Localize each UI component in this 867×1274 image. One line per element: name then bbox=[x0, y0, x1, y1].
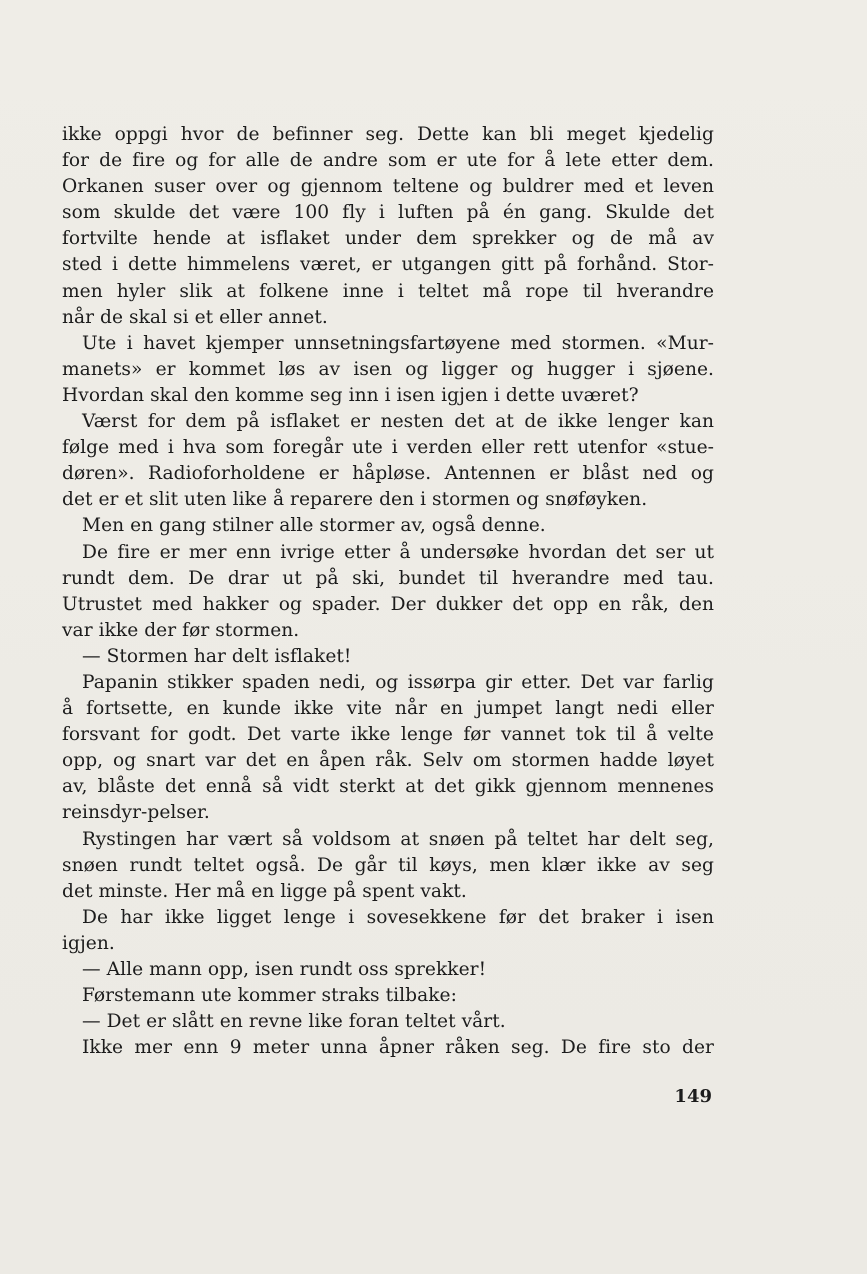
text-line: det minste. Her må en ligge på spent vakt. bbox=[62, 880, 467, 902]
text-line: sted i dette himmelens været, er utgangen gitt på forhånd. Stor- bbox=[62, 254, 714, 276]
text-line: Men en gang stilner alle stormer av, også denne. bbox=[82, 515, 546, 537]
text-line: det er et slit uten like å reparere den i stormen og snøføyken. bbox=[62, 489, 648, 511]
text-line: Rystingen har vært så voldsom at snøen på teltet har delt seg, bbox=[82, 828, 714, 850]
paragraph bbox=[62, 122, 714, 331]
text-line: Papanin stikker spaden nedi, og issørpa gir etter. Det var farlig bbox=[82, 671, 714, 693]
page-number: 149 bbox=[674, 1086, 712, 1107]
text-line: reinsdyr-pelser. bbox=[62, 802, 210, 824]
paragraph bbox=[62, 513, 714, 539]
text-line: manets» er kommet løs av isen og ligger og hugger i sjøene. bbox=[62, 358, 714, 380]
text-line: rundt dem. De drar ut på ski, bundet til hverandre med tau. bbox=[62, 567, 714, 589]
paragraph bbox=[62, 957, 714, 983]
text-line: Orkanen suser over og gjennom teltene og buldrer med et leven bbox=[62, 176, 714, 198]
paragraph bbox=[62, 409, 714, 513]
text-line: men hyler slik at folkene inne i teltet må rope til hverandre bbox=[62, 280, 714, 302]
paragraph bbox=[62, 905, 714, 957]
text-line: — Alle mann opp, isen rundt oss sprekker! bbox=[82, 959, 487, 980]
text-line: De har ikke ligget lenge i sovesekkene før det braker i isen bbox=[82, 906, 714, 928]
paragraph bbox=[62, 1035, 714, 1061]
paragraph bbox=[62, 331, 714, 409]
text-line: Utrustet med hakker og spader. Der dukker det opp en råk, den bbox=[62, 593, 714, 615]
text-line: å fortsette, en kunde ikke vite når en jumpet langt nedi eller bbox=[62, 698, 714, 720]
text-line: opp, og snart var det en åpen råk. Selv om stormen hadde løyet bbox=[62, 750, 714, 772]
text-line: var ikke der før stormen. bbox=[62, 619, 300, 641]
text-line: døren». Radioforholdene er håpløse. Antennen er blåst ned og bbox=[62, 463, 714, 485]
paragraph bbox=[62, 827, 714, 905]
text-line: for de fire og for alle de andre som er ute for å lete etter dem. bbox=[62, 150, 714, 172]
text-line: — Stormen har delt isflaket! bbox=[82, 645, 352, 667]
paragraph bbox=[62, 983, 714, 1009]
paragraph bbox=[62, 1009, 714, 1035]
text-line: De fire er mer enn ivrige etter å undersøke hvordan det ser ut bbox=[82, 541, 714, 563]
text-line: når de skal si et eller annet. bbox=[62, 306, 328, 328]
text-line: Hvordan skal den komme seg inn i isen igjen i dette uværet? bbox=[62, 384, 639, 406]
text-line: forsvant for godt. Det varte ikke lenge før vannet tok til å velte bbox=[62, 724, 714, 746]
text-line: Ute i havet kjemper unnsetningsfartøyene med stormen. «Mur- bbox=[82, 332, 714, 354]
text-line: — Det er slått en revne like foran teltet vårt. bbox=[82, 1011, 506, 1033]
text-line: snøen rundt teltet også. De går til køys, men klær ikke av seg bbox=[62, 854, 714, 876]
text-line: følge med i hva som foregår ute i verden eller rett utenfor «stue- bbox=[62, 437, 714, 459]
text-line: Ikke mer enn 9 meter unna åpner råken seg. De fire sto der bbox=[82, 1037, 714, 1059]
text-line: fortvilte hende at isflaket under dem sprekker og de må av bbox=[62, 228, 714, 250]
text-line: som skulde det være 100 fly i luften på én gang. Skulde det bbox=[62, 202, 714, 224]
text-line: av, blåste det ennå så vidt sterkt at det gikk gjennom mennenes bbox=[62, 776, 714, 798]
text-line: igjen. bbox=[62, 932, 115, 954]
paragraph bbox=[62, 540, 714, 644]
paragraph bbox=[62, 670, 714, 827]
text-line: Værst for dem på isflaket er nesten det at de ikke lenger kan bbox=[82, 411, 714, 433]
body-text bbox=[62, 122, 714, 1061]
text-line: Førstemann ute kommer straks tilbake: bbox=[82, 985, 457, 1007]
text-line: ikke oppgi hvor de befinner seg. Dette kan bli meget kjedelig bbox=[62, 124, 714, 145]
paragraph bbox=[62, 644, 714, 670]
